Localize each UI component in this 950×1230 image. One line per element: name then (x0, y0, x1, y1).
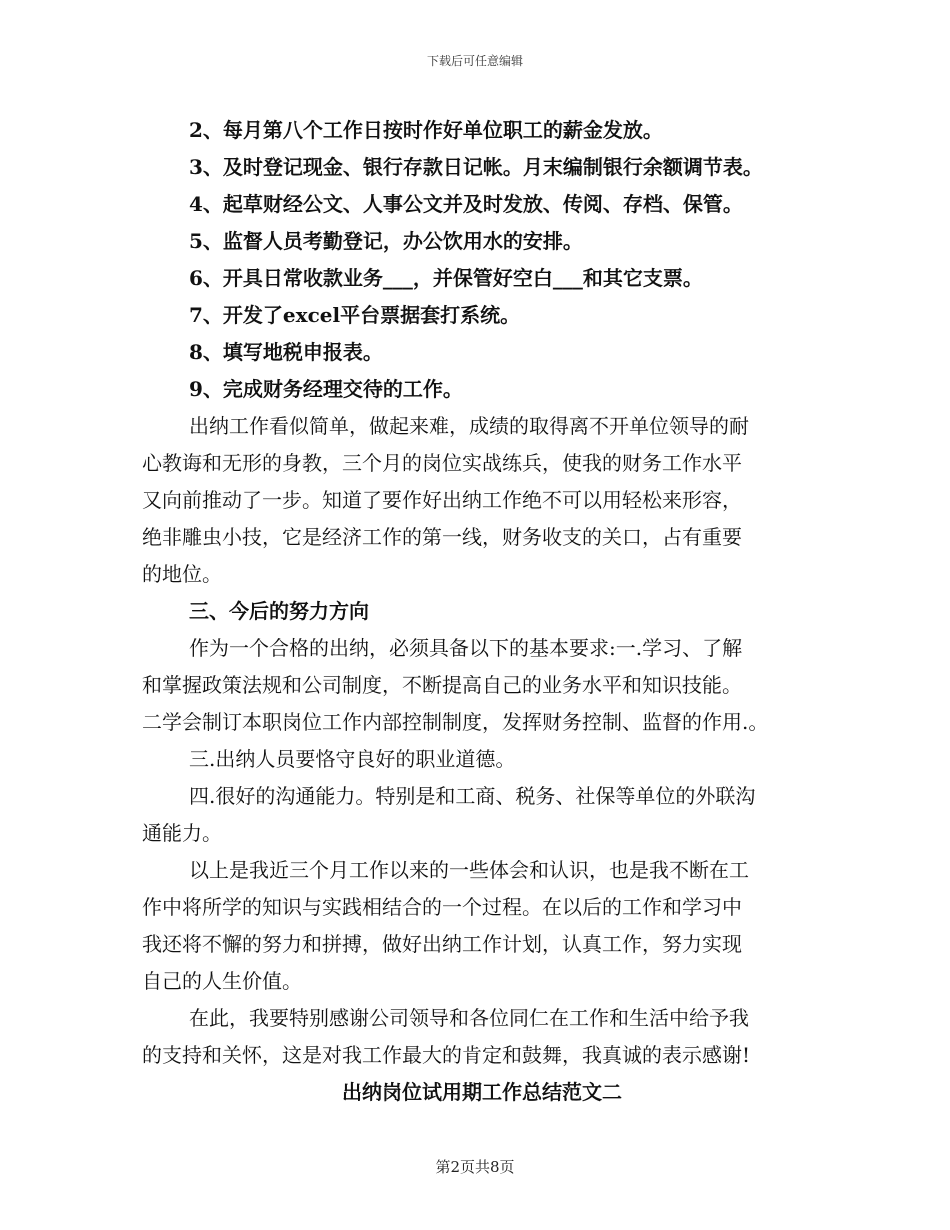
duty-list (142, 112, 822, 408)
list-item: 3、及时登记现金、银行存款日记帐。月末编制银行余额调节表。 (189, 155, 763, 179)
paragraph-ethics: 三.出纳人员要恪守良好的职业道德。 (189, 747, 516, 771)
section-heading: 三、今后的努力方向 (189, 599, 369, 623)
paragraph-line: 自己的人生价值。 (142, 969, 302, 993)
list-item: 8、填写地税申报表。 (189, 340, 383, 364)
paragraph-line: 的地位。 (142, 562, 222, 586)
paragraph-line: 四.很好的沟通能力。特别是和工商、税务、社保等单位的外联沟 (189, 784, 756, 808)
paragraph-line: 以上是我近三个月工作以来的一些体会和认识，也是我不断在工 (189, 858, 749, 882)
paragraph-line: 又向前推动了一步。知道了要作好出纳工作绝不可以用轻松来形容， (142, 488, 742, 512)
list-item: 5、监督人员考勤登记，办公饮用水的安排。 (189, 229, 583, 253)
list-item: 6、开具日常收款业务___，并保管好空白___和其它支票。 (189, 266, 703, 290)
paragraph-line: 二学会制订本职岗位工作内部控制制度，发挥财务控制、监督的作用.。 (142, 710, 769, 734)
paragraph-line: 我还将不懈的努力和拼搏，做好出纳工作计划，认真工作，努力实现 (142, 932, 742, 956)
paragraph-line: 作为一个合格的出纳，必须具备以下的基本要求:一.学习、了解 (189, 636, 743, 660)
paragraph-line: 出纳工作看似简单，做起来难，成绩的取得离不开单位领导的耐 (189, 414, 749, 438)
paragraph-thanks (142, 1000, 822, 1074)
document-body (142, 112, 822, 1111)
paragraph-communication (142, 778, 822, 852)
paragraph-line: 绝非雕虫小技，它是经济工作的第一线，财务收支的关口，占有重要 (142, 525, 742, 549)
list-item: 2、每月第八个工作日按时作好单位职工的薪金发放。 (189, 118, 663, 142)
paragraph-line: 和掌握政策法规和公司制度，不断提高自己的业务水平和知识技能。 (142, 673, 742, 697)
list-item: 7、开发了excel平台票据套打系统。 (189, 303, 521, 327)
paragraph-line: 在此，我要特别感谢公司领导和各位同仁在工作和生活中给予我 (189, 1006, 749, 1030)
next-article-title: 出纳岗位试用期工作总结范文二 (342, 1080, 622, 1104)
header-note: 下载后可任意编辑 (426, 54, 523, 68)
paragraph-line: 的支持和关怀，这是对我工作最大的肯定和鼓舞，我真诚的表示感谢! (142, 1043, 751, 1067)
page-number: 第2页共8页 (435, 1158, 515, 1176)
paragraph-work-reflection (142, 408, 822, 593)
list-item: 4、起草财经公文、人事公文并及时发放、传阅、存档、保管。 (189, 192, 743, 216)
paragraph-line: 作中将所学的知识与实践相结合的一个过程。在以后的工作和学习中 (142, 895, 742, 919)
paragraph-summary (142, 852, 822, 1000)
paragraph-line: 通能力。 (142, 821, 222, 845)
paragraph-requirements (142, 630, 822, 741)
list-item: 9、完成财务经理交待的工作。 (189, 377, 463, 401)
paragraph-line: 心教诲和无形的身教，三个月的岗位实战练兵，使我的财务工作水平 (142, 451, 742, 475)
